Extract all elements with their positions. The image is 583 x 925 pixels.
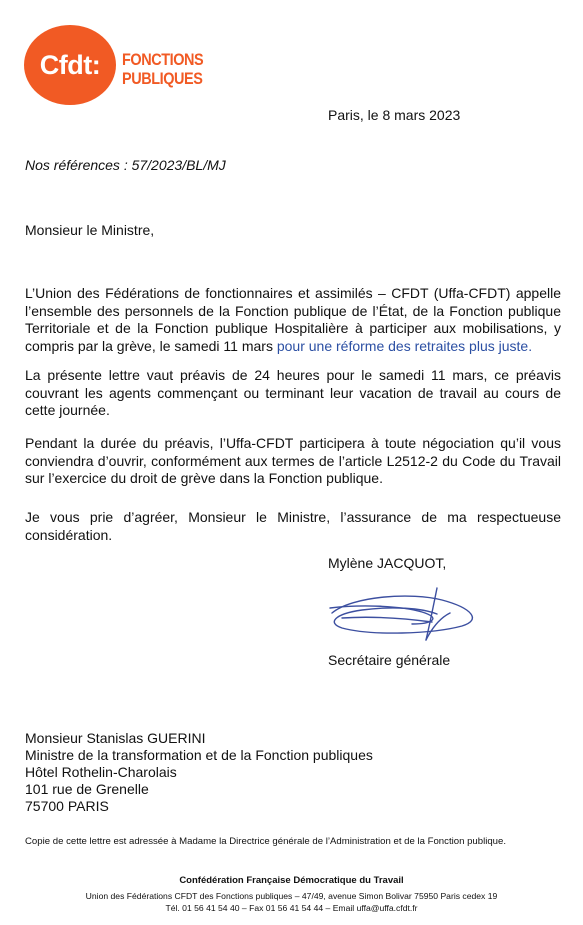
paragraph-4: Je vous prie d’agréer, Monsieur le Ministre, l’assurance de ma respectueuse considération. bbox=[25, 509, 561, 543]
recipient-line2: Ministre de la transformation et de la Fonction publiques bbox=[25, 747, 373, 763]
signatory-title: Secrétaire générale bbox=[328, 652, 451, 668]
logo-label-line2: PUBLIQUES bbox=[122, 69, 203, 88]
paragraph-3: Pendant la durée du préavis, l’Uffa-CFDT participera à toute négociation qu’il vous conviendra d’ouvrir, conformément aux termes de l’article L2512-2 du Code du Travail sur l’exercice du droit de grève dans la Fonction publique. bbox=[25, 435, 561, 486]
logo-label-line1: FONCTIONS bbox=[122, 50, 204, 69]
paragraph-1-highlight: pour une réforme des retraites plus juste. bbox=[276, 337, 533, 354]
recipient-line3: Hôtel Rothelin-Charolais bbox=[25, 764, 177, 780]
signatory-name: Mylène JACQUOT, bbox=[328, 555, 447, 571]
footer-org: Confédération Française Démocratique du Travail bbox=[179, 875, 404, 886]
paragraph-2: La présente lettre vaut préavis de 24 heures pour le samedi 11 mars, ce préavis couvrant les agents commençant ou terminant leur vacation de travail au cours de cette journée. bbox=[25, 367, 561, 418]
footer-contact: Tél. 01 56 41 54 40 – Fax 01 56 41 54 44 – Email uffa@uffa.cfdt.fr bbox=[165, 903, 418, 913]
recipient-line4: 101 rue de Grenelle bbox=[25, 781, 149, 797]
logo-mark-text: Cfdt: bbox=[39, 49, 101, 80]
paragraph-1-main: L’Union des Fédérations de fonctionnaires et assimilés – CFDT (Uffa-CFDT) appelle l’ensemble des personnels de la Fonction publique de l’État, de la Fonction publique Territoriale et de la Fonction publique Hospitalière à participer aux mobilisations, y compris par la grève, le samedi 11 mars bbox=[25, 285, 561, 354]
footer-address: Union des Fédérations CFDT des Fonctions publiques – 47/49, avenue Simon Bolivar 75950 Paris cedex 19 bbox=[85, 891, 498, 901]
cfdt-logo bbox=[24, 25, 116, 105]
recipient-line5: 75700 PARIS bbox=[25, 798, 109, 814]
paragraph-1 bbox=[25, 285, 561, 355]
recipient-line1: Monsieur Stanislas GUERINI bbox=[25, 730, 206, 746]
letter-references: Nos références : 57/2023/BL/MJ bbox=[25, 157, 226, 173]
copy-note: Copie de cette lettre est adressée à Madame la Directrice générale de l’Administration et de la Fonction publique. bbox=[25, 836, 507, 847]
recipient-address bbox=[25, 730, 373, 815]
letter-salutation: Monsieur le Ministre, bbox=[25, 222, 155, 238]
letter-date: Paris, le 8 mars 2023 bbox=[328, 107, 461, 123]
handwritten-signature bbox=[322, 578, 487, 648]
logo-label bbox=[122, 50, 203, 88]
